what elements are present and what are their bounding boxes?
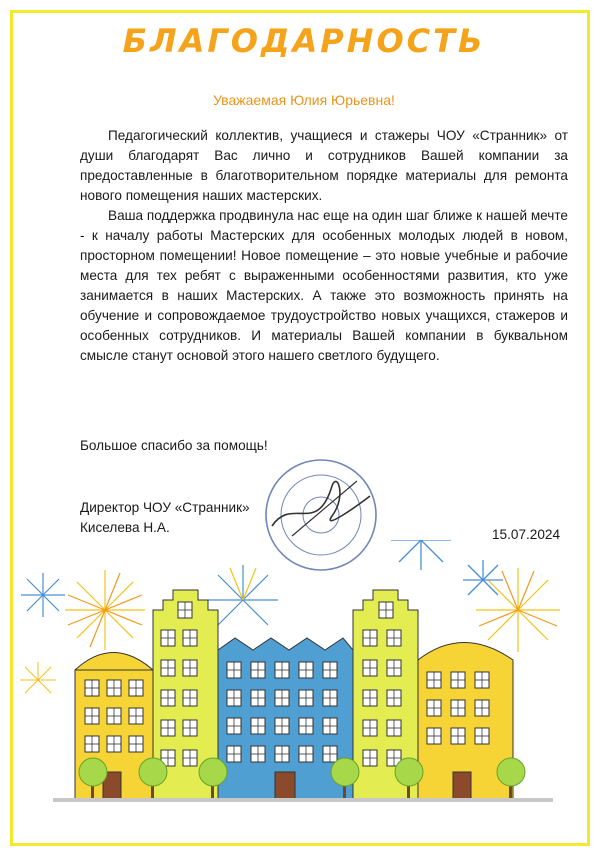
thanks-line: Большое спасибо за помощь!	[80, 438, 268, 453]
signer-name: Киселева Н.А.	[80, 520, 170, 535]
handwritten-signature	[272, 481, 370, 526]
firework-left-blue	[21, 573, 65, 617]
ground-line	[53, 798, 553, 802]
firework-right-blue	[391, 540, 503, 595]
buildings-illustration	[13, 540, 587, 842]
paragraph-2: Ваша поддержка продвинула нас еще на один шаг ближе к нашей мечте - к началу работы Мастерских для особенных молодых людей в новом, просторном помещении! Новое помещение – это новые учебные и рабочие места для тех ребят с выраженными особенностями развития, кто уже занимается в наших Мастерских. А также это возможность принять на обучение и сопровождаемое трудоустройство новых учащихся, стажеров и особенных сотрудников. И материалы Вашей компании в буквальном смысле станут основой этого нашего светлого будущего.	[80, 208, 568, 363]
document-title: БЛАГОДАРНОСТЬ	[122, 22, 486, 60]
greeting: Уважаемая Юлия Юрьевна!	[213, 92, 395, 108]
paragraph-1: Педагогический коллектив, учащиеся и стажеры ЧОУ «Странник» от души благодарят Вас лично и сотрудников Вашей компании за предоставленные в благотворительном порядке материалы для ремонта нового помещения наших мастерских.	[80, 128, 568, 203]
firework-far-left	[20, 662, 56, 693]
firework-left	[65, 570, 145, 650]
letter-body	[80, 126, 568, 366]
signer-position: Директор ЧОУ «Странник»	[80, 500, 250, 515]
round-stamp	[262, 456, 380, 574]
signature-date: 15.07.2024	[492, 527, 561, 542]
